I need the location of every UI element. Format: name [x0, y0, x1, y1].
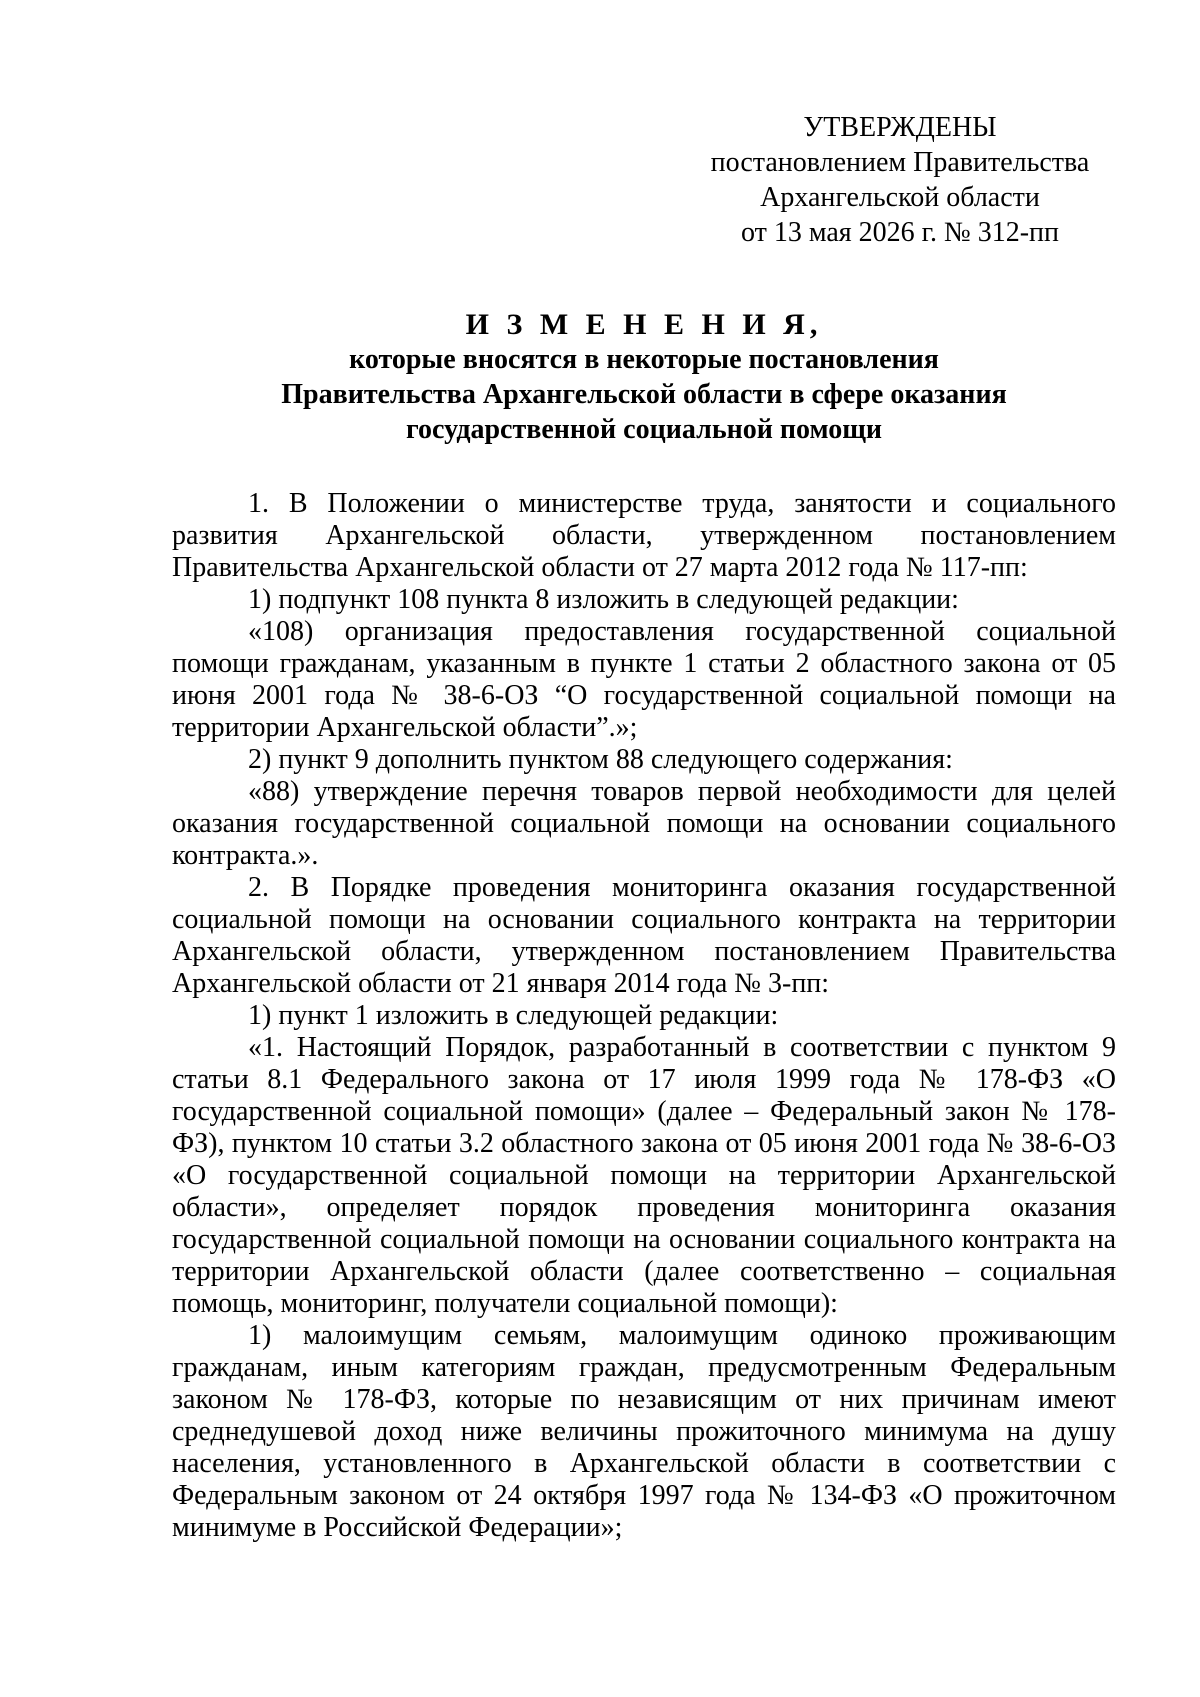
paragraph-subitem-1: 1) подпункт 108 пункта 8 изложить в следующей редакции:	[248, 584, 959, 615]
paragraph-section-1: 1. В Положении о министерстве труда, занятости и социального развития Архангельской области, утвержденном постановлением Правительства Архангельской области от 27 марта 2012 года № 117-пп:	[172, 488, 1116, 583]
paragraph-quote-item-1: «1. Настоящий Порядок, разработанный в соответствии с пунктом 9 статьи 8.1 Федерального закона от 17 июля 1999 года № 178-ФЗ «О государственной социальной помощи» (далее – Федеральный закон № 178-ФЗ), пунктом 10 статьи 3.2 областного закона от 05 июня 2001 года № 38-6-ОЗ «О государственной социальной помощи на территории Архангельской области», определяет порядок проведения мониторинга оказания государственной социальной помощи на основании социального контракта на территории Архангельской области (далее соответственно – социальная помощь, мониторинг, получатели социальной помощи):	[172, 1032, 1116, 1319]
approval-line-region: Архангельской области	[760, 182, 1040, 213]
paragraph-section-2: 2. В Порядке проведения мониторинга оказания государственной социальной помощи на основании социального контракта на территории Архангельской области, утвержденном постановлением Правительства Архангельской области от 21 января 2014 года № 3-пп:	[172, 872, 1116, 999]
title-heading: И З М Е Н Е Н И Я,	[465, 308, 823, 341]
paragraph-list-item-1: 1) малоимущим семьям, малоимущим одиноко проживающим гражданам, иным категориям граждан, предусмотренным Федеральным законом № 178-ФЗ, которые по независящим от них причинам имеют среднедушевой доход ниже величины прожиточного минимума на душу населения, установленного в Архангельской области в соответствии с Федеральным законом от 24 октября 1997 года № 134-ФЗ «О прожиточном минимуме в Российской Федерации»;	[172, 1320, 1116, 1543]
title-line-3: государственной социальной помощи	[406, 414, 882, 445]
document-body	[172, 488, 1116, 1544]
title-line-1: которые вносятся в некоторые постановления	[349, 344, 939, 375]
paragraph-quote-88: «88) утверждение перечня товаров первой необходимости для целей оказания государственной социальной помощи на основании социального контракта.».	[172, 776, 1116, 871]
approval-block	[700, 110, 1100, 250]
paragraph-quote-108: «108) организация предоставления государственной социальной помощи гражданам, указанным в пункте 1 статьи 2 областного закона от 05 июня 2001 года № 38-6-ОЗ “О государственной социальной помощи на территории Архангельской области”.»;	[172, 616, 1116, 743]
approval-line-date-number: от 13 мая 2026 г. № 312-пп	[740, 217, 1060, 248]
approval-line-decree: постановлением Правительства	[710, 147, 1090, 178]
paragraph-subitem-1b: 1) пункт 1 изложить в следующей редакции:	[248, 1000, 779, 1031]
paragraph-subitem-2: 2) пункт 9 дополнить пунктом 88 следующего содержания:	[248, 744, 953, 775]
approval-label: УТВЕРЖДЕНЫ	[803, 112, 997, 143]
title-line-2: Правительства Архангельской области в сфере оказания	[281, 379, 1007, 410]
document-title	[172, 307, 1116, 447]
